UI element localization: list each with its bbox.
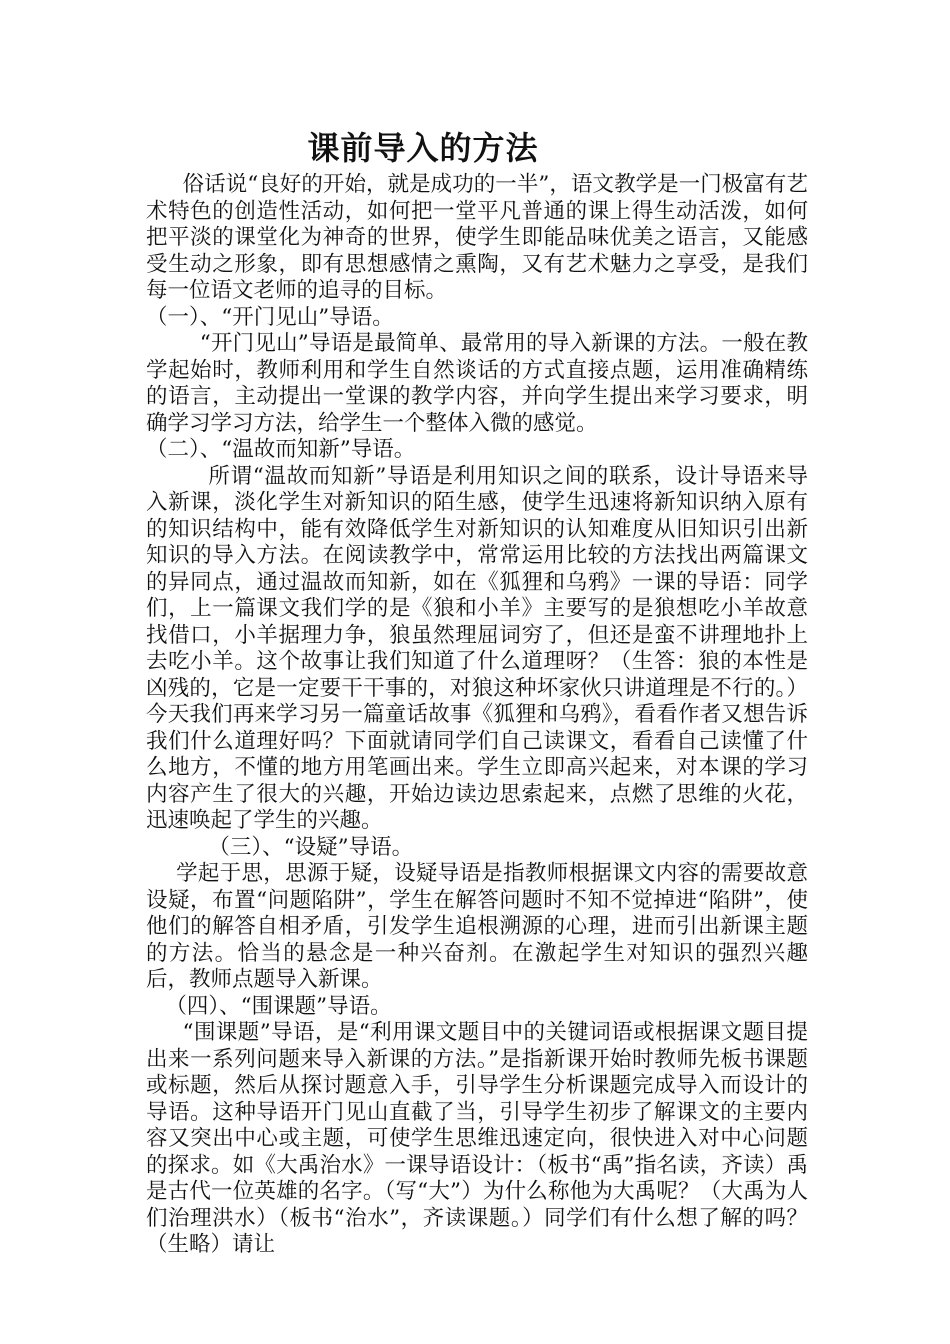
section-paragraph-3: 学起于思，思源于疑，设疑导语是指教师根据课文内容的需要故意设疑，布置“问题陷阱”，学生在解答问题时不知不觉掉进“陷阱”，使他们的解答自相矛盾，引发学生追根溯源的心理，进而引出新课主题的方法。恰当的悬念是一种兴奋剂。在激起学生对知识的强烈兴趣后，教师点题导入新课。 <box>146 861 808 992</box>
section-heading-3: （三）、“设疑”导语。 <box>208 834 414 860</box>
intro-paragraph: 俗话说“良好的开始，就是成功的一半”，语文教学是一门极富有艺术特色的创造性活动，如何把一堂平凡普通的课上得生动活泼，如何把平淡的课堂化为神奇的世界，使学生即能品味优美之语言，又能感受生动之形象，即有思想感情之熏陶，又有艺术魅力之享受，是我们每一位语文老师的追寻的目标。 <box>146 172 808 303</box>
page-title: 课前导入的方法 <box>307 129 539 167</box>
section-heading-2: （二）、“温故而知新”导语。 <box>146 437 416 462</box>
section-paragraph-1: “开门见山”导语是最简单、最常用的导入新课的方法。一般在教学起始时，教师利用和学生自然谈话的方式直接点题，运用准确精练的语言，主动提出一堂课的教学内容，并向学生提出来学习要求，明确学习学习方法，给学生一个整体入微的感觉。 <box>146 331 808 436</box>
section-heading-4: （四）、“围课题”导语。 <box>165 993 392 1019</box>
section-paragraph-2: 所谓“温故而知新”导语是利用知识之间的联系，设计导语来导入新课，淡化学生对新知识的陌生感，使学生迅速将新知识纳入原有的知识结构中，能有效降低学生对新知识的认知难度从旧知识引出新知识的导入方法。在阅读教学中，常常运用比较的方法找出两篇课文的异同点，通过温故而知新，如在《狐狸和乌鸦》一课的导语：同学们，上一篇课文我们学的是《狼和小羊》主要写的是狼想吃小羊故意找借口，小羊据理力争，狼虽然理屈词穷了，但还是蛮不讲理地扑上去吃小羊。这个故事让我们知道了什么道理呀？（生答：狼的本性是凶残的，它是一定要干干事的，对狼这种坏家伙只讲道理是不行的。）今天我们再来学习另一篇童话故事《狐狸和乌鸦》，看看作者又想告诉我们什么道理好吗？下面就请同学们自己读课文，看看自己读懂了什么地方，不懂的地方用笔画出来。学生立即高兴起来，对本课的学习内容产生了很大的兴趣，开始边读边思索起来，点燃了思维的火花，迅速唤起了学生的兴趣。 <box>146 463 808 833</box>
section-heading-1: （一）、“开门见山”导语。 <box>146 304 394 330</box>
section-paragraph-4: “围课题”导语，是“利用课文题目中的关键词语或根据课文题目提出来一系列问题来导入新课的方法。”是指新课开始时教师先板书课题或标题，然后从探讨题意入手，引导学生分析课题完成导入而设计的导语。这种导语开门见山直截了当，引导学生初步了解课文的主要内容又突出中心或主题，可使学生思维迅速定向，很快进入对中心问题的探求。如《大禹治水》一课导语设计：（板书“禹”指名读，齐读）禹是古代一位英雄的名字。（写“大”）为什么称他为大禹呢？（大禹为人们治理洪水）（板书“治水”，齐读课题。）同学们有什么想了解的吗？（生略）请让 <box>146 1020 808 1257</box>
document-body <box>146 172 808 1259</box>
